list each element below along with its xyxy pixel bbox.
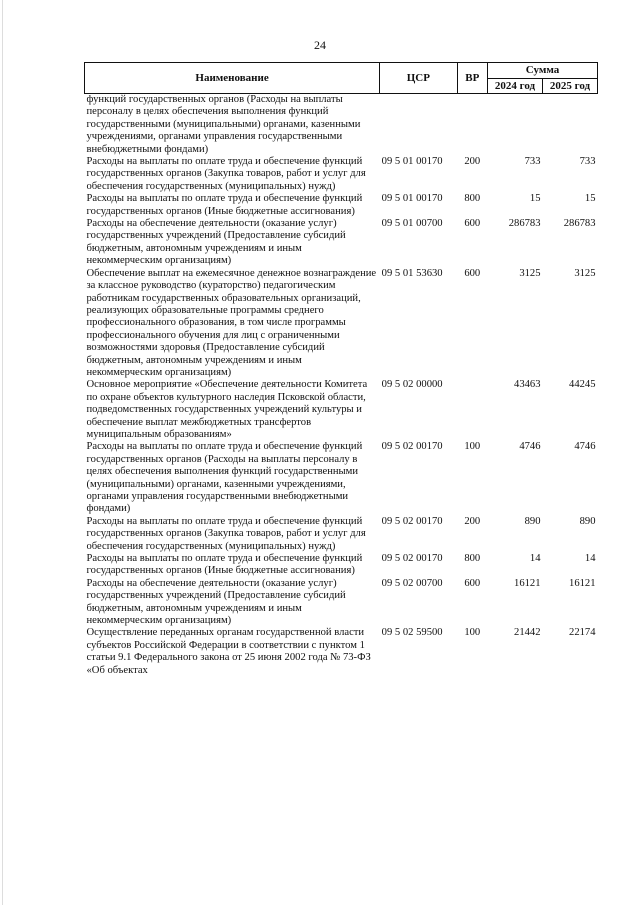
- row-vr-code: 600: [464, 218, 481, 230]
- header-year-2024: 2024 год: [488, 78, 543, 94]
- table-row: [85, 379, 598, 441]
- row-amount-2025: 286783: [563, 218, 596, 230]
- row-name: Расходы на выплаты по оплате труда и обеспечение функций государственных органов (Иные бюджетные ассигнования): [86, 193, 363, 217]
- row-vr-code: 800: [464, 553, 481, 565]
- row-name: Обеспечение выплат на ежемесячное денежное вознаграждение за классное руководство (кураторство) педагогическим работникам государственных образовательных организаций, реализующих образовательные программы среднего профессионального образования, в том числе программы профессионального обучения для лиц с ограниченными возможностями здоровья (Предоставление субсидий бюджетным, автономным учреждениям и иным некоммерческим организациям): [86, 267, 377, 378]
- row-vr-code: [457, 94, 488, 157]
- table-row: [85, 516, 598, 553]
- row-csr-code: 09 5 02 59500: [381, 627, 443, 639]
- table-row: [85, 627, 598, 677]
- row-vr-code: 200: [464, 156, 481, 168]
- table-row: [85, 553, 598, 578]
- table-row: [85, 193, 598, 218]
- row-vr-code: 100: [464, 627, 481, 639]
- row-amount-2024: 43463: [514, 379, 541, 391]
- row-name: Основное мероприятие «Обеспечение деятельности Комитета по охране объектов культурного наследия Псковской области, подведомственных государственных учреждений культуры и обеспечение выплат межбюджетных трансфертов муниципальным образованиям»: [86, 379, 368, 440]
- row-amount-2025: 22174: [569, 627, 596, 639]
- row-amount-2024: 4746: [519, 441, 541, 453]
- row-name: Расходы на обеспечение деятельности (оказание услуг) государственных учреждений (Предоставление субсидий бюджетным, автономным учреждениям и иным некоммерческим организациям): [86, 218, 346, 267]
- row-amount-2024: 733: [524, 156, 541, 168]
- row-csr-code: 09 5 02 00000: [381, 379, 443, 391]
- row-vr-code: 600: [464, 267, 481, 279]
- row-csr-code: 09 5 01 00170: [381, 156, 443, 168]
- row-name: Расходы на обеспечение деятельности (оказание услуг) государственных учреждений (Предоставление субсидий бюджетным, автономным учреждениям и иным некоммерческим организациям): [86, 577, 346, 627]
- table-row: [85, 94, 598, 157]
- row-amount-2025: 3125: [574, 267, 596, 279]
- row-csr-code: 09 5 02 00170: [381, 441, 443, 453]
- row-vr-code: [457, 379, 488, 441]
- row-vr-code: 600: [464, 577, 481, 589]
- row-csr-code: 09 5 01 00170: [381, 193, 443, 205]
- scan-edge: [2, 0, 3, 905]
- row-amount-2024: 16121: [514, 577, 541, 589]
- row-amount-2025: 16121: [569, 577, 596, 589]
- page-number: 24: [314, 38, 326, 52]
- table-row: [85, 218, 598, 268]
- row-name: Осуществление переданных органам государственной власти субъектов Российской Федерации в соответствии с пунктом 1 статьи 9.1 Федерального закона от 25 июня 2002 года № 73-ФЗ «Об объектах: [86, 627, 371, 676]
- row-csr-code: 09 5 02 00700: [381, 577, 443, 589]
- row-amount-2025: 15: [584, 193, 596, 205]
- header-csr: ЦСР: [380, 63, 457, 94]
- row-csr-code: 09 5 02 00170: [381, 515, 443, 527]
- row-amount-2025: 733: [579, 156, 596, 168]
- row-amount-2024: 286783: [508, 218, 541, 230]
- header-sum: Сумма: [488, 63, 598, 79]
- row-csr-code: 09 5 01 53630: [381, 267, 443, 279]
- header-year-2025: 2025 год: [543, 78, 598, 94]
- row-amount-2024: 3125: [519, 267, 541, 279]
- row-csr-code: 09 5 01 00700: [381, 218, 443, 230]
- row-amount-2024: 14: [529, 553, 541, 565]
- row-amount-2025: 44245: [569, 379, 596, 391]
- row-amount-2025: 14: [584, 553, 596, 565]
- row-name: Расходы на выплаты по оплате труда и обеспечение функций государственных органов (Закупка товаров, работ и услуг для обеспечения государственных (муниципальных) нужд): [86, 515, 366, 552]
- table-row: [85, 578, 598, 628]
- row-name: Расходы на выплаты по оплате труда и обеспечение функций государственных органов (Расходы на выплаты персоналу в целях обеспечения выполнения функций государственными (муниципальными) органами, казенными учреждениями, органами управления государственными внебюджетными фондами): [86, 441, 363, 515]
- header-vr: ВР: [457, 63, 488, 94]
- row-csr-code: 09 5 02 00170: [381, 553, 443, 565]
- row-name: Расходы на выплаты по оплате труда и обеспечение функций государственных органов (Иные бюджетные ассигнования): [86, 553, 363, 577]
- row-amount-2024: 890: [524, 515, 541, 527]
- row-vr-code: 800: [464, 193, 481, 205]
- row-amount-2024: 21442: [514, 627, 541, 639]
- table-row: [85, 441, 598, 515]
- table-row: [85, 268, 598, 380]
- row-amount-2024: [488, 94, 543, 157]
- table-body: [85, 94, 598, 678]
- row-name: функций государственных органов (Расходы на выплаты персоналу в целях обеспечения выполнения функций государственными (муниципальными) органами, казенными учреждениями, органами управления государственными внебюджетными фондами): [86, 94, 361, 155]
- row-name: Расходы на выплаты по оплате труда и обеспечение функций государственных органов (Закупка товаров, работ и услуг для обеспечения государственных (муниципальных) нужд): [86, 156, 366, 192]
- budget-table: [84, 62, 598, 677]
- row-csr-code: [380, 94, 457, 157]
- header-name: Наименование: [85, 63, 380, 94]
- row-vr-code: 200: [464, 515, 481, 527]
- table-header: [85, 63, 598, 94]
- row-amount-2025: 4746: [574, 441, 596, 453]
- row-amount-2025: [543, 94, 598, 157]
- row-amount-2025: 890: [579, 515, 596, 527]
- row-vr-code: 100: [464, 441, 481, 453]
- row-amount-2024: 15: [529, 193, 541, 205]
- table-row: [85, 156, 598, 193]
